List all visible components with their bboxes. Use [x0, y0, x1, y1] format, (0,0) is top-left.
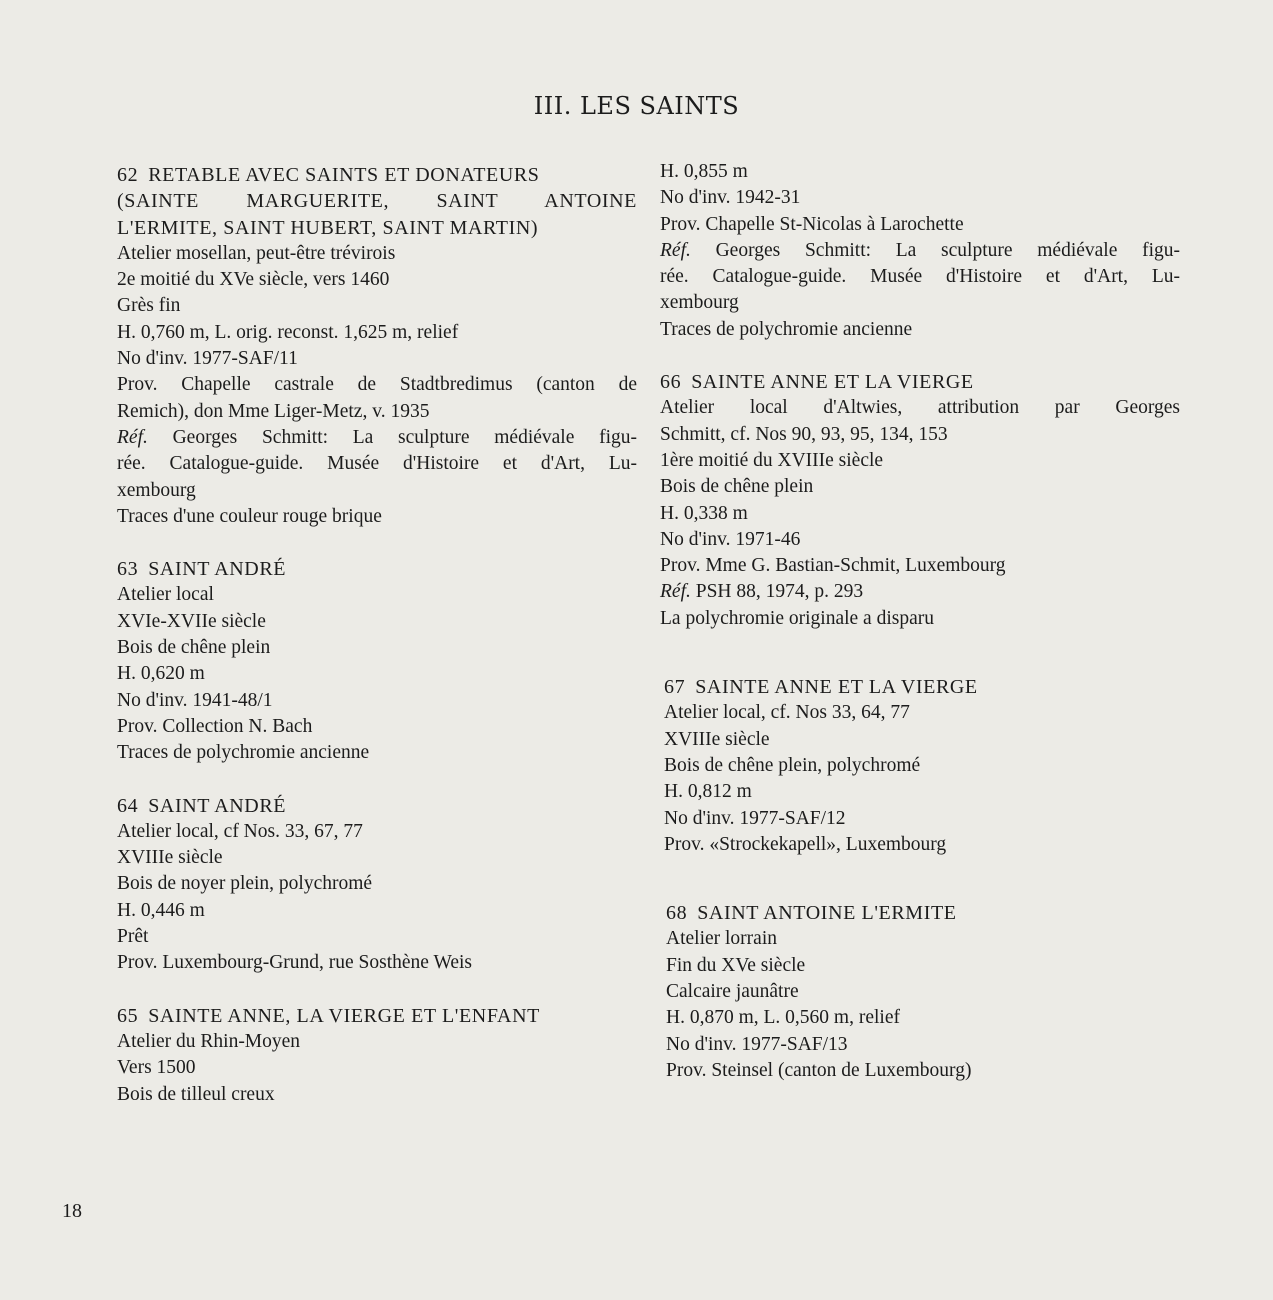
- entry-title: RETABLE AVEC SAINTS ET DONATEURS: [148, 164, 540, 186]
- entry-detail: Atelier local, cf Nos. 33, 67, 77: [117, 820, 363, 842]
- entry-heading: [660, 369, 1180, 395]
- catalogue-entry-67: [664, 674, 1180, 858]
- entry-title-line: L'ERMITE, SAINT HUBERT, SAINT MARTIN): [117, 216, 539, 239]
- reference-text: Georges Schmitt: La sculpture médiévale figu-: [172, 426, 637, 448]
- entry-detail: Bois de chêne plein: [117, 637, 271, 659]
- entry-detail: Atelier local d'Altwies, attribution par Georges: [660, 397, 1180, 419]
- reference-label: Réf.: [660, 581, 691, 603]
- entry-detail: Atelier local: [117, 584, 214, 606]
- entry-detail: Prov. «Strockekapell», Luxembourg: [664, 833, 947, 855]
- entry-detail: H. 0,760 m, L. orig. reconst. 1,625 m, relief: [117, 321, 459, 343]
- entry-detail: Bois de chêne plein: [660, 476, 814, 498]
- entry-detail: Bois de tilleul creux: [117, 1083, 275, 1105]
- entry-detail: Prov. Chapelle castrale de Stadtbredimus (canton de: [117, 374, 637, 396]
- entry-title: SAINT ANDRÉ: [148, 794, 287, 817]
- entry-detail: H. 0,812 m: [664, 781, 752, 803]
- entry-number: 63: [117, 558, 139, 581]
- entry-detail: Prov. Luxembourg-Grund, rue Sosthène Weis: [117, 952, 472, 974]
- entry-detail: Atelier lorrain: [666, 928, 777, 950]
- entry-number: 66: [660, 371, 682, 394]
- entry-detail: Bois de noyer plein, polychromé: [117, 873, 373, 895]
- reference-label: Réf.: [117, 426, 148, 448]
- entry-title: SAINTE ANNE, LA VIERGE ET L'ENFANT: [148, 1004, 540, 1027]
- entry-reference-line: xembourg: [660, 292, 739, 314]
- entry-detail: Prov. Chapelle St-Nicolas à Larochette: [660, 213, 964, 235]
- entry-detail: Vers 1500: [117, 1057, 196, 1079]
- entry-detail: H. 0,620 m: [117, 663, 205, 685]
- page-number: 18: [62, 1200, 82, 1222]
- catalogue-entry-68: [666, 900, 1180, 1084]
- catalogue-entry-63: [117, 556, 637, 766]
- entry-title: SAINT ANDRÉ: [148, 558, 287, 581]
- entry-detail: Fin du XVe siècle: [666, 954, 806, 976]
- entry-heading: [664, 674, 1180, 700]
- entry-detail: Prov. Mme G. Bastian-Schmit, Luxembourg: [660, 555, 1006, 577]
- entry-detail: Prov. Steinsel (canton de Luxembourg): [666, 1059, 972, 1081]
- entry-number: 67: [664, 676, 686, 699]
- entry-detail: Schmitt, cf. Nos 90, 93, 95, 134, 153: [660, 423, 948, 445]
- catalogue-entry-62: [117, 162, 637, 530]
- entry-detail: No d'inv. 1977-SAF/12: [664, 807, 846, 829]
- entry-detail: Bois de chêne plein, polychromé: [664, 754, 921, 776]
- entry-number: 68: [666, 902, 688, 925]
- entry-note: Traces de polychromie ancienne: [660, 318, 913, 340]
- reference-text: Georges Schmitt: La sculpture médiévale figu-: [715, 239, 1180, 261]
- entry-detail: Prêt: [117, 926, 149, 948]
- entry-reference-line: xembourg: [117, 479, 196, 501]
- entry-detail: H. 0,338 m: [660, 502, 748, 524]
- entry-detail: Traces de polychromie ancienne: [117, 742, 370, 764]
- entry-reference: [660, 579, 1180, 605]
- entry-heading: [117, 793, 637, 819]
- entry-reference: [117, 425, 637, 451]
- entry-detail: Atelier mosellan, peut-être trévirois: [117, 242, 396, 264]
- entry-detail: No d'inv. 1942-31: [660, 187, 801, 209]
- entry-detail: Atelier local, cf. Nos 33, 64, 77: [664, 702, 910, 724]
- entry-heading: [117, 162, 637, 188]
- entry-note: La polychromie originale a disparu: [660, 607, 934, 629]
- reference-label: Réf.: [660, 239, 691, 261]
- entry-title-line: (SAINTE MARGUERITE, SAINT ANTOINE: [117, 190, 637, 213]
- left-column: [117, 162, 637, 1134]
- entry-detail: Remich), don Mme Liger-Metz, v. 1935: [117, 400, 430, 422]
- entry-detail: No d'inv. 1977-SAF/13: [666, 1033, 848, 1055]
- entry-detail: No d'inv. 1941-48/1: [117, 689, 273, 711]
- catalogue-entry-65-continued: [660, 159, 1180, 343]
- entry-detail: Prov. Collection N. Bach: [117, 715, 313, 737]
- entry-detail: H. 0,855 m: [660, 161, 748, 182]
- catalogue-entry-65: [117, 1003, 637, 1108]
- catalogue-entry-66: [660, 369, 1180, 632]
- right-column: [660, 159, 1180, 1110]
- entry-detail: H. 0,870 m, L. 0,560 m, relief: [666, 1007, 900, 1029]
- entry-reference: [660, 238, 1180, 264]
- entry-detail: Calcaire jaunâtre: [666, 981, 799, 1003]
- entry-detail: 1ère moitié du XVIIIe siècle: [660, 449, 884, 471]
- entry-note: Traces d'une couleur rouge brique: [117, 505, 382, 527]
- entry-detail: XVIIIe siècle: [117, 847, 223, 869]
- entry-number: 62: [117, 164, 139, 186]
- entry-detail: Grès fin: [117, 295, 181, 317]
- entry-detail: No d'inv. 1977-SAF/11: [117, 348, 298, 370]
- entry-reference-line: rée. Catalogue-guide. Musée d'Histoire et d'Art, Lu-: [660, 266, 1180, 288]
- entry-heading: [666, 900, 1180, 926]
- entry-reference-line: rée. Catalogue-guide. Musée d'Histoire et d'Art, Lu-: [117, 453, 637, 475]
- entry-number: 65: [117, 1004, 139, 1027]
- catalogue-entry-64: [117, 793, 637, 977]
- entry-number: 64: [117, 794, 139, 817]
- entry-detail: Atelier du Rhin-Moyen: [117, 1030, 301, 1052]
- entry-heading: [117, 1003, 637, 1029]
- entry-title: SAINT ANTOINE L'ERMITE: [697, 902, 957, 925]
- entry-detail: XVIIIe siècle: [664, 728, 770, 750]
- entry-title: SAINTE ANNE ET LA VIERGE: [695, 676, 978, 699]
- entry-detail: XVIe-XVIIe siècle: [117, 610, 266, 632]
- entry-heading: [117, 556, 637, 582]
- reference-text: PSH 88, 1974, p. 293: [695, 581, 864, 603]
- entry-detail: No d'inv. 1971-46: [660, 528, 801, 550]
- page-title: III. LES SAINTS: [533, 92, 740, 120]
- entry-title: SAINTE ANNE ET LA VIERGE: [691, 371, 974, 394]
- entry-detail: H. 0,446 m: [117, 899, 205, 921]
- entry-detail: 2e moitié du XVe siècle, vers 1460: [117, 269, 390, 291]
